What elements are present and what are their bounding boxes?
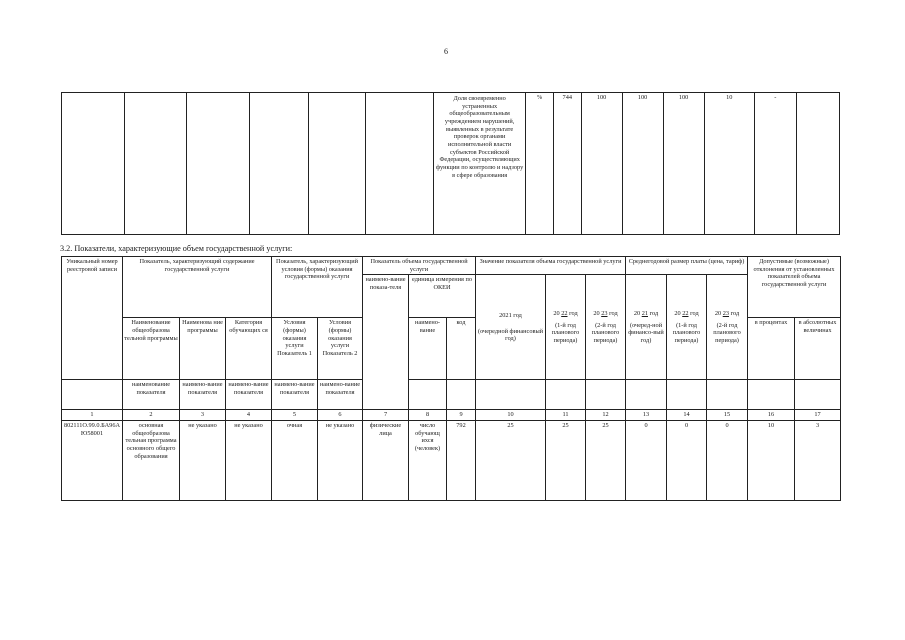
header-year-2022: 20 22 год (1-й год планового периода)	[546, 275, 586, 380]
header-value: Значение показателя объема государственной услуги	[476, 257, 626, 275]
condition-2: Условия (формы) оказания услуги Показатель 2	[318, 318, 363, 380]
value-col-16: 10	[748, 421, 795, 501]
column-number: 12	[586, 410, 626, 421]
column-number: 11	[546, 410, 586, 421]
value-col-15: 0	[707, 421, 748, 501]
column-number: 13	[626, 410, 667, 421]
value-col-10: 25	[476, 421, 546, 501]
header-dev-percent: в процентах	[748, 318, 795, 380]
section-title: 3.2. Показатели, характеризующие объем государственной услуги:	[60, 244, 293, 253]
header-row-4	[62, 380, 841, 410]
header-volume: Показатель объема государственной услуги	[363, 257, 476, 275]
indicator-unit: %	[526, 93, 554, 235]
indicator-code: 744	[553, 93, 581, 235]
header-fee-year-2023: 20 23 год (2-й год планового периода)	[707, 275, 748, 380]
content-category: Категория обучающих ся	[226, 318, 272, 380]
header-unit-name: наимено-вание	[409, 318, 447, 380]
column-number: 4	[226, 410, 272, 421]
program-name: основная общеобразова тельная программа основного общего образования	[123, 421, 180, 501]
header-volume-name: наимено-вание показа-теля	[363, 275, 409, 410]
indicator-name: Доля своевременно устраненных общеобразовательным учреждением нарушений, выявленных в результате проверок органами исполнительной власти субъектов Российской Федерации, осуществляющих функции по контролю и надзору в сфере образования	[434, 93, 526, 235]
unique-number: 802111О.99.0.БА96АЮ58001	[62, 421, 123, 501]
header-content: Показатель, характеризующий содержание государственной услуги	[123, 257, 272, 318]
column-number: 8	[409, 410, 447, 421]
header-dev-absolute: в абсолютных величинах	[795, 318, 841, 380]
condition-1: Условия (формы) оказания услуги Показатель 1	[272, 318, 318, 380]
volume-indicator-name: физические лица	[363, 421, 409, 501]
student-category: не указано	[226, 421, 272, 501]
quality-indicators-table	[61, 92, 840, 235]
deviation-percent: 10	[704, 93, 754, 235]
column-number: 16	[748, 410, 795, 421]
value-2023: 100	[663, 93, 704, 235]
sub-label: наимено-вание показателя	[272, 380, 318, 410]
column-number: 2	[123, 410, 180, 421]
column-number: 14	[667, 410, 707, 421]
header-conditions: Показатель, характеризующий условия (формы) оказания государственной услуги	[272, 257, 363, 318]
header-fee: Среднегодовой размер платы (цена, тариф)	[626, 257, 748, 275]
form-condition-1: очная	[272, 421, 318, 501]
value-col-11: 25	[546, 421, 586, 501]
deviation-absolute: -	[754, 93, 796, 235]
sub-label: наимено-вание показателя	[180, 380, 226, 410]
header-fee-year-2021: 20 21 год (очеред-ной финансо-вый год)	[626, 275, 667, 380]
header-deviation: Допустимые (возможные) отклонения от установленных показателей объема государственной услуги	[748, 257, 841, 318]
value-col-12: 25	[586, 421, 626, 501]
column-number: 15	[707, 410, 748, 421]
column-number: 3	[180, 410, 226, 421]
table-row	[62, 93, 840, 235]
content-program-short: Наименова ние программы	[180, 318, 226, 380]
column-number: 7	[363, 410, 409, 421]
value-col-13: 0	[626, 421, 667, 501]
header-unique-number: Уникальный номер реестровой записи	[62, 257, 123, 380]
header-unit-okei: единица измерения по ОКЕИ	[409, 275, 476, 318]
sub-label: наимено-вание показателя	[226, 380, 272, 410]
header-unit-code: код	[447, 318, 476, 380]
page-number: 6	[444, 47, 448, 56]
content-program: Наименование общеобразова тельной программы	[123, 318, 180, 380]
value-col-17: 3	[795, 421, 841, 501]
program-short: не указано	[180, 421, 226, 501]
column-number: 1	[62, 410, 123, 421]
unit-code: 792	[447, 421, 476, 501]
column-number: 5	[272, 410, 318, 421]
form-condition-2: не указано	[318, 421, 363, 501]
header-year-2021: 2021 год (очередной финансовый год)	[476, 275, 546, 380]
column-number: 17	[795, 410, 841, 421]
unit-name: число обучающ ихся (человек)	[409, 421, 447, 501]
value-2022: 100	[622, 93, 663, 235]
volume-indicators-table	[61, 256, 841, 501]
sub-label: наименование показателя	[123, 380, 180, 410]
value-col-14: 0	[667, 421, 707, 501]
header-year-2023: 20 23 год (2-й год планового периода)	[586, 275, 626, 380]
sub-label: наимено-вание показателя	[318, 380, 363, 410]
column-numbers-row	[62, 410, 841, 421]
value-2021: 100	[581, 93, 622, 235]
table-row	[62, 421, 841, 501]
column-number: 9	[447, 410, 476, 421]
header-row-1	[62, 257, 841, 275]
column-number: 6	[318, 410, 363, 421]
column-number: 10	[476, 410, 546, 421]
header-fee-year-2022: 20 22 год (1-й год планового периода)	[667, 275, 707, 380]
